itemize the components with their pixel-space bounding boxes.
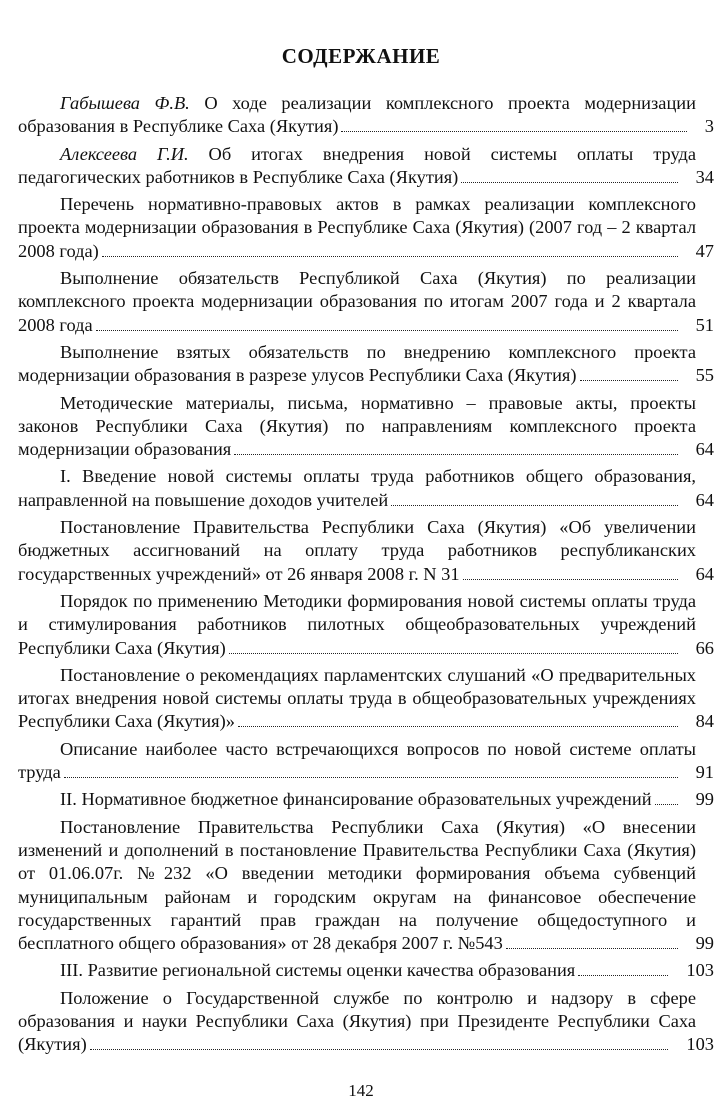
toc-entry-page: 64 [695, 489, 714, 510]
page-title: СОДЕРЖАНИЕ [281, 44, 441, 68]
toc-entry-page: 91 [695, 762, 714, 783]
dot-leader [578, 975, 668, 976]
toc-entry-title: Постановление Правительства Республики Саха (Якутия) «О внесении изменений и дополнений в постановление Правительства Республики Саха (Якутия) от 01.06.07г. №232 «О введении методики формирования объема субвенций муниципальным районам и городским округам на финансовое обеспечение государственных гарантий прав граждан на получение общедоступного и бесплатного общего образования» от 28 декабря 2007 г. №543 [18, 816, 696, 954]
toc-entry-title: II. Нормативное бюджетное финансирование образовательных учреждений [60, 789, 652, 810]
toc-entry-page: 51 [695, 314, 714, 335]
dot-leader [64, 777, 678, 778]
toc-entry[interactable] [18, 341, 714, 388]
toc-entry-author: Габышева Ф.В. [60, 93, 190, 113]
toc-entry[interactable] [18, 738, 714, 785]
toc-entry-title: Постановление Правительства Республики Саха (Якутия) «Об увеличении бюджетных ассигнований на оплату труда работников республиканских государственных учреждений» от 26 января 2008 г. N 31 [18, 517, 696, 584]
toc-entry[interactable] [18, 816, 714, 956]
toc-entry-author: Алексеева Г.И. [60, 143, 189, 164]
toc-entry[interactable] [18, 590, 714, 660]
toc-entry-page: 64 [695, 563, 714, 584]
dot-leader [506, 948, 678, 949]
toc-entry-title: Порядок по применению Методики формирования новой системы оплаты труда и стимулирования работников пилотных общеобразовательных учреждений Республики Саха (Якутия) [18, 590, 696, 658]
toc-entry[interactable] [18, 959, 714, 982]
page-number: 142 [348, 1081, 374, 1100]
toc-entry-title: Постановление о рекомендациях парламентских слушаний «О предварительных итогах внедрения новой системы оплаты труда в общеобразовательных учреждениях Республики Саха (Якутия)» [18, 664, 696, 732]
toc-entry-title: Об итогах внедрения новой системы оплаты труда педагогических работников в Республике Саха (Якутия) [18, 143, 696, 187]
toc-entry[interactable] [18, 267, 714, 337]
dot-leader [580, 380, 678, 381]
toc-entry-title: Выполнение взятых обязательств по внедрению комплексного проекта модернизации образования в разрезе улусов Республики Саха (Якутия) [18, 341, 696, 386]
toc-entry-title: Выполнение обязательств Республикой Саха (Якутия) по реализации комплексного проекта модернизации образования по итогам 2007 года и 2 квартала 2008 года [18, 268, 696, 335]
toc-entry-page: 3 [704, 116, 714, 137]
dot-leader [234, 454, 677, 455]
toc-entry[interactable] [18, 664, 714, 734]
dot-leader [391, 505, 677, 506]
dot-leader [463, 579, 678, 580]
toc-entry-page: 103 [686, 960, 714, 981]
dot-leader [102, 256, 678, 257]
toc-entry-title: Описание наиболее часто встречающихся вопросов по новой системе оплаты труда [18, 738, 696, 783]
toc-entry-title: О ходе реализации комплексного проекта модернизации образования в Республике Саха (Якутия) [18, 93, 696, 137]
toc-entry-title: Положение о Государственной службе по контролю и надзору в сфере образования и науки Республики Саха (Якутия) при Президенте Республики Саха (Якутия) [18, 987, 696, 1055]
toc-entry[interactable] [18, 788, 714, 811]
toc-entry[interactable] [18, 516, 714, 586]
dot-leader [655, 804, 678, 805]
toc-entry[interactable] [18, 392, 714, 462]
dot-leader [238, 726, 678, 727]
toc-entry-title: I. Введение новой системы оплаты труда работников общего образования, направленной на повышение доходов учителей [18, 466, 696, 510]
table-of-contents [18, 92, 714, 1061]
toc-entry-page: 84 [695, 711, 714, 732]
toc-entry[interactable] [18, 143, 714, 190]
toc-entry[interactable] [18, 92, 714, 139]
toc-entry-page: 34 [695, 166, 714, 187]
dot-leader [90, 1049, 669, 1050]
dot-leader [229, 653, 678, 654]
toc-entry[interactable] [18, 465, 714, 512]
dot-leader [341, 131, 686, 132]
toc-entry-page: 99 [695, 789, 714, 810]
dot-leader [96, 330, 678, 331]
toc-entry[interactable] [18, 193, 714, 263]
toc-entry[interactable] [18, 987, 714, 1057]
toc-entry-page: 47 [695, 240, 714, 261]
toc-entry-page: 55 [695, 365, 714, 386]
toc-entry-page: 103 [686, 1034, 714, 1055]
toc-entry-title: III. Развитие региональной системы оценки качества образования [60, 960, 576, 981]
toc-entry-page: 99 [695, 933, 714, 954]
dot-leader [461, 182, 677, 183]
toc-entry-page: 66 [695, 637, 714, 658]
toc-entry-title: Методические материалы, письма, нормативно – правовые акты, проекты законов Республики Саха (Якутия) по направлениям комплексного проекта модернизации образования [18, 392, 696, 460]
toc-entry-page: 64 [695, 439, 714, 460]
toc-entry-title: Перечень нормативно-правовых актов в рамках реализации комплексного проекта модернизации образования в Республике Саха (Якутия) (2007 год – 2 квартал 2008 года) [18, 194, 696, 261]
